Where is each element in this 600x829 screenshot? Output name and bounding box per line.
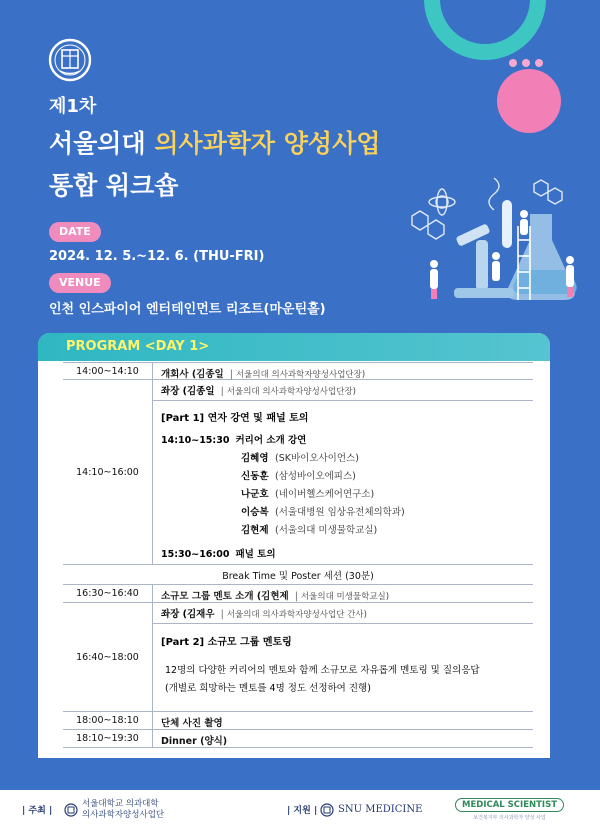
program-table <box>63 362 533 748</box>
session1-content <box>153 380 533 564</box>
chair-separator: | <box>220 386 224 397</box>
chair-line <box>153 603 533 623</box>
host-logo <box>64 790 78 829</box>
host-name <box>82 790 164 829</box>
table-row <box>63 603 533 712</box>
speaker-item <box>161 522 525 536</box>
row-content <box>153 363 533 379</box>
title-main: 서울의대 <box>49 129 146 158</box>
row-time: 14:00~14:10 <box>63 363 153 379</box>
table-row <box>63 712 533 730</box>
ms-logo-sub: 보건복지부 의사과학자 양성 사업 <box>473 815 546 821</box>
chair-separator: | <box>220 609 224 620</box>
part1-title: [Part 1] 연자 강연 및 패널 토의 <box>161 413 309 424</box>
talk-time: 14:10~15:30 <box>161 435 230 446</box>
speaker-affiliation: (서울대병원 임상유전체의학과) <box>275 507 405 518</box>
program-card <box>38 333 550 758</box>
table-row <box>63 730 533 748</box>
break-time: Break Time 및 Poster 세션 (30분) <box>222 571 374 582</box>
chair-title: 좌장 (김재우 <box>161 609 215 620</box>
row-title: 소규모 그룹 멘토 소개 (김현제 <box>161 591 289 602</box>
speaker-item <box>161 468 525 482</box>
speaker-affiliation: (네이버헬스케어연구소) <box>275 489 375 500</box>
venue-label: VENUE <box>49 273 111 293</box>
snu-emblem-icon <box>64 803 78 817</box>
panel-time: 15:30~16:00 <box>161 549 230 560</box>
speaker-affiliation: (SK바이오사이언스) <box>275 453 359 464</box>
speaker-item <box>161 486 525 500</box>
host-line2: 의사과학자양성사업단 <box>82 809 165 820</box>
teal-ring-decoration <box>424 0 546 60</box>
panel-line <box>161 546 525 560</box>
session2-content <box>153 603 533 711</box>
row-content: 단체 사진 촬영 <box>161 718 223 729</box>
chair-title: 좌장 (김종일 <box>161 386 215 397</box>
speaker-affiliation: (삼성바이오에피스) <box>275 471 356 482</box>
workshop-round: 제1차 <box>49 96 97 117</box>
talk-title: 커리어 소개 강연 <box>235 435 307 446</box>
pink-dot-decoration <box>522 59 530 67</box>
chair-note: 서울의대 의사과학자양성사업단장) <box>226 387 356 397</box>
date-value: 2024. 12. 5.~12. 6. (THU-FRI) <box>49 249 265 264</box>
speaker-item <box>161 450 525 464</box>
talk-line <box>161 432 525 446</box>
page-subtitle: 통합 워크숍 <box>49 171 179 200</box>
speaker-name: 김혜영 <box>241 453 269 464</box>
date-label: DATE <box>49 222 101 242</box>
snu-emblem-icon <box>320 803 334 817</box>
pink-circle-decoration <box>497 69 561 133</box>
host-line1: 서울대학교 의과대학 <box>82 798 159 809</box>
chair-line <box>153 380 533 400</box>
support-label: | 지원 | <box>287 806 318 816</box>
panel-title: 패널 토의 <box>235 549 276 560</box>
speaker-name: 김현제 <box>241 525 269 536</box>
chair-note: 서울의대 의사과학자양성사업단 간사) <box>226 610 367 620</box>
part1-block <box>153 400 533 564</box>
table-row <box>63 362 533 380</box>
speaker-name: 나군호 <box>241 489 269 500</box>
row-separator: | <box>229 369 233 380</box>
page-title <box>49 124 380 160</box>
row-time: 18:10~19:30 <box>63 730 153 747</box>
row-note: 서울의대 미생물학교실) <box>300 592 390 602</box>
speaker-item <box>161 504 525 518</box>
science-lab-illustration <box>398 170 588 310</box>
program-heading: PROGRAM <DAY 1> <box>38 333 550 361</box>
pink-dot-decoration <box>509 59 517 67</box>
row-title: 개회사 (김종일 <box>161 369 224 380</box>
table-row <box>63 565 533 585</box>
snu-medicine-logo <box>320 790 422 829</box>
table-row <box>63 380 533 565</box>
table-row <box>63 585 533 603</box>
row-content <box>153 585 533 602</box>
speaker-affiliation: (서울의대 미생물학교실) <box>275 525 378 536</box>
snu-emblem-icon <box>48 38 92 82</box>
speaker-name: 이승복 <box>241 507 269 518</box>
ms-logo-text: MEDICAL SCIENTIST <box>455 798 564 812</box>
row-time: 16:30~16:40 <box>63 585 153 602</box>
medical-scientist-logo <box>455 790 564 829</box>
speaker-name: 신동훈 <box>241 471 269 482</box>
pink-dot-decoration <box>535 59 543 67</box>
title-highlight: 의사과학자 양성사업 <box>154 129 381 158</box>
row-note: 서울의대 의사과학자양성사업단장) <box>235 370 366 380</box>
venue-value: 인천 인스파이어 엔터테인먼트 리조트(마운틴홀) <box>49 302 326 317</box>
host-label: | 주최 | <box>22 806 53 816</box>
row-time: 18:00~18:10 <box>63 712 153 729</box>
row-content: Dinner (양식) <box>161 736 228 747</box>
row-time: 14:10~16:00 <box>63 380 153 564</box>
part2-note: (개별로 희망하는 멘토를 4명 정도 선정하여 진행) <box>165 683 371 694</box>
part2-title: [Part 2] 소규모 그룹 멘토링 <box>161 637 292 648</box>
row-separator: | <box>294 591 298 602</box>
row-time: 16:40~18:00 <box>63 603 153 711</box>
part2-block <box>153 623 533 698</box>
footer <box>0 790 600 829</box>
part2-description: 12명의 다양한 커리어의 멘토와 함께 소규모로 자유롭게 멘토링 및 질의응답 <box>165 665 480 676</box>
snu-medicine-text: SNU MEDICINE <box>338 804 423 815</box>
